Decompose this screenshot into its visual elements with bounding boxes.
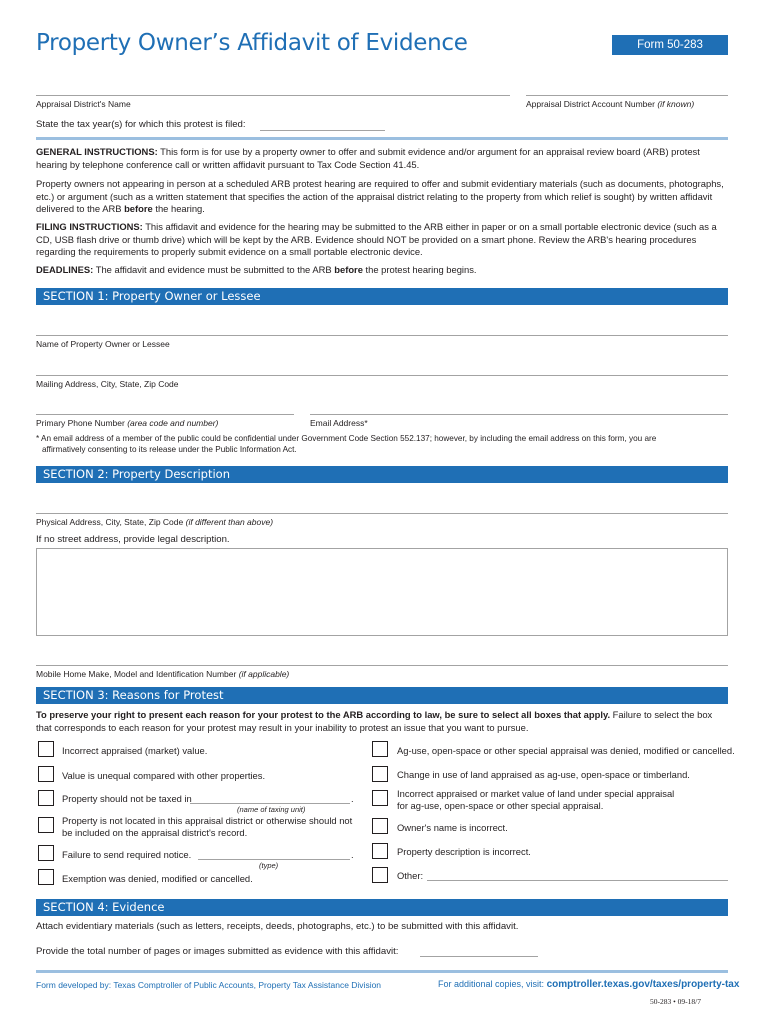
deadlines-instructions [36, 264, 728, 277]
reason-property-description: Property description is incorrect. [397, 846, 531, 857]
evidence-attach-text: Attach evidentiary materials (such as letters, receipts, deeds, photographs, etc.) to be submitted with this affidavit. [36, 921, 519, 932]
reason-other: Other: [397, 870, 424, 881]
owner-name-field[interactable] [36, 335, 728, 336]
email-footnote-line2: affirmatively consenting to its release under the Public Information Act. [42, 445, 297, 454]
physical-address-field[interactable] [36, 513, 728, 514]
reason-change-in-use: Change in use of land appraised as ag-use, open-space or timberland. [397, 769, 690, 780]
notice-type-sublabel: (type) [259, 861, 279, 870]
account-number-field[interactable] [526, 95, 728, 96]
email-footnote-line1: * An email address of a member of the public could be confidential under Government Code Section 552.137; however, by including the email address on this form, you are [36, 434, 657, 443]
appearance-text-a: Property owners not appearing in person at a scheduled ARB protest hearing are required to offer and submit evidentiary materials (such as documents, photographs, etc.) or argument (such as a written statement that specifies the action of the appraisal district relating to the property from which relief is sought) by written affidavit delivered to the ARB [36, 178, 724, 214]
mailing-address-label: Mailing Address, City, State, Zip Code [36, 379, 179, 389]
checkbox-failure-notice[interactable] [38, 845, 54, 861]
general-instructions [36, 146, 728, 171]
section4-header: SECTION 4: Evidence [36, 899, 728, 916]
checkbox-ag-use-denied[interactable] [372, 741, 388, 757]
section2-header: SECTION 2: Property Description [36, 466, 728, 483]
email-field[interactable] [310, 414, 728, 415]
reason-unequal-value: Value is unequal compared with other properties. [62, 770, 266, 781]
reason-not-located-line2: be included on the appraisal district's record. [62, 827, 248, 838]
checkbox-exemption-denied[interactable] [38, 869, 54, 885]
reason-owner-name: Owner's name is incorrect. [397, 822, 508, 833]
phone-note: (area code and number) [127, 418, 219, 428]
footer-rule [36, 970, 728, 973]
checkbox-property-description[interactable] [372, 843, 388, 859]
checkbox-not-taxed[interactable] [38, 790, 54, 806]
filing-text: This affidavit and evidence for the hearing may be submitted to the ARB either in paper or on a small portable electronic device (such as a CD, USB flash drive or thumb drive) which will be kept by the ARB. Evidence should NOT be provided on a smart phone. Review the ARB's hearing procedures regarding the requirements to properly submit evidence on a small portable electronic device. [36, 221, 717, 257]
footer-developed-by: Form developed by: Texas Comptroller of Public Accounts, Property Tax Assistance Division [36, 980, 382, 990]
legal-description-box[interactable] [36, 548, 728, 636]
legal-description-label: If no street address, provide legal description. [36, 534, 230, 545]
district-name-field[interactable] [36, 95, 510, 96]
checkbox-owner-name[interactable] [372, 818, 388, 834]
checkbox-change-in-use[interactable] [372, 766, 388, 782]
reason-not-taxed: Property should not be taxed in [62, 793, 192, 804]
appearance-bold: before [124, 203, 153, 214]
account-number-label-text: Appraisal District Account Number [526, 99, 655, 109]
form-number-badge: Form 50-283 [612, 35, 728, 55]
footer-copies-link[interactable]: comptroller.texas.gov/taxes/property-tax [546, 979, 740, 990]
section3-intro-text: Failure to select the box that corresponds to each reason for your protest may result in your inability to protest an issue that you want to pursue. [36, 709, 713, 733]
mobile-home-note: (if applicable) [238, 669, 290, 679]
footer-copies [438, 979, 739, 990]
physical-address-note: (if different than above) [185, 517, 274, 527]
reason-exemption-denied: Exemption was denied, modified or cancelled. [62, 873, 253, 884]
deadlines-text-b: the protest hearing begins. [362, 264, 477, 275]
filing-instructions [36, 221, 728, 259]
checkbox-other[interactable] [372, 867, 388, 883]
reason-land-value-line1: Incorrect appraised or market value of land under special appraisal [397, 788, 675, 799]
mobile-home-label-text: Mobile Home Make, Model and Identification Number [36, 669, 237, 679]
owner-name-label: Name of Property Owner or Lessee [36, 339, 170, 349]
footer-copies-text: For additional copies, visit: [438, 979, 547, 989]
period-1: . [351, 793, 354, 804]
deadlines-bold: before [334, 264, 363, 275]
checkbox-unequal-value[interactable] [38, 766, 54, 782]
reason-incorrect-value: Incorrect appraised (market) value. [62, 745, 208, 756]
other-reason-field[interactable] [427, 880, 728, 881]
deadlines-heading: DEADLINES: [36, 264, 94, 275]
deadlines-text-a: The affidavit and evidence must be submitted to the ARB [93, 264, 335, 275]
form-title: Property Owner’s Affidavit of Evidence [36, 30, 468, 56]
account-number-label [526, 99, 694, 109]
checkbox-land-value[interactable] [372, 790, 388, 806]
mailing-address-field[interactable] [36, 375, 728, 376]
appearance-instructions [36, 178, 728, 216]
divider-rule [36, 137, 728, 140]
section1-header: SECTION 1: Property Owner or Lessee [36, 288, 728, 305]
mobile-home-label [36, 669, 289, 679]
account-number-note: (if known) [657, 99, 695, 109]
reason-failure-notice: Failure to send required notice. [62, 849, 192, 860]
checkbox-not-located[interactable] [38, 817, 54, 833]
phone-field[interactable] [36, 414, 294, 415]
mobile-home-field[interactable] [36, 665, 728, 666]
physical-address-label [36, 517, 273, 527]
section3-intro-bold: To preserve your right to present each reason for your protest to the ARB according to law, be sure to select all boxes that apply. [36, 709, 611, 720]
physical-address-label-text: Physical Address, City, State, Zip Code [36, 517, 184, 527]
section3-header: SECTION 3: Reasons for Protest [36, 687, 728, 704]
general-text: This form is for use by a property owner to offer and submit evidence and/or argument for an appraisal review board (ARB) protest hearing by telephone conference call or written affidavit pursuant to Tax Code Section 41.45. [36, 146, 700, 170]
tax-year-field[interactable] [260, 130, 385, 131]
email-label: Email Address* [310, 418, 368, 428]
appearance-text-b: the hearing. [152, 203, 205, 214]
general-heading: GENERAL INSTRUCTIONS: [36, 146, 158, 157]
notice-type-field[interactable] [198, 859, 350, 860]
evidence-pages-text: Provide the total number of pages or images submitted as evidence with this affidavit: [36, 946, 399, 957]
tax-year-label: State the tax year(s) for which this protest is filed: [36, 119, 246, 130]
phone-label-text: Primary Phone Number [36, 418, 125, 428]
footer-form-code: 50-283 • 09-18/7 [650, 997, 701, 1006]
district-name-label: Appraisal District's Name [36, 99, 131, 109]
period-2: . [351, 849, 354, 860]
taxing-unit-field[interactable] [190, 803, 350, 804]
taxing-unit-sublabel: (name of taxing unit) [237, 805, 306, 814]
checkbox-incorrect-value[interactable] [38, 741, 54, 757]
evidence-pages-field[interactable] [420, 956, 538, 957]
reason-land-value-line2: for ag-use, open-space or other special appraisal. [397, 800, 604, 811]
reason-ag-use-denied: Ag-use, open-space or other special appraisal was denied, modified or cancelled. [397, 745, 735, 756]
section3-intro [36, 709, 728, 734]
reason-not-located-line1: Property is not located in this appraisal district or otherwise should not [62, 815, 353, 826]
filing-heading: FILING INSTRUCTIONS: [36, 221, 143, 232]
phone-label [36, 418, 218, 428]
